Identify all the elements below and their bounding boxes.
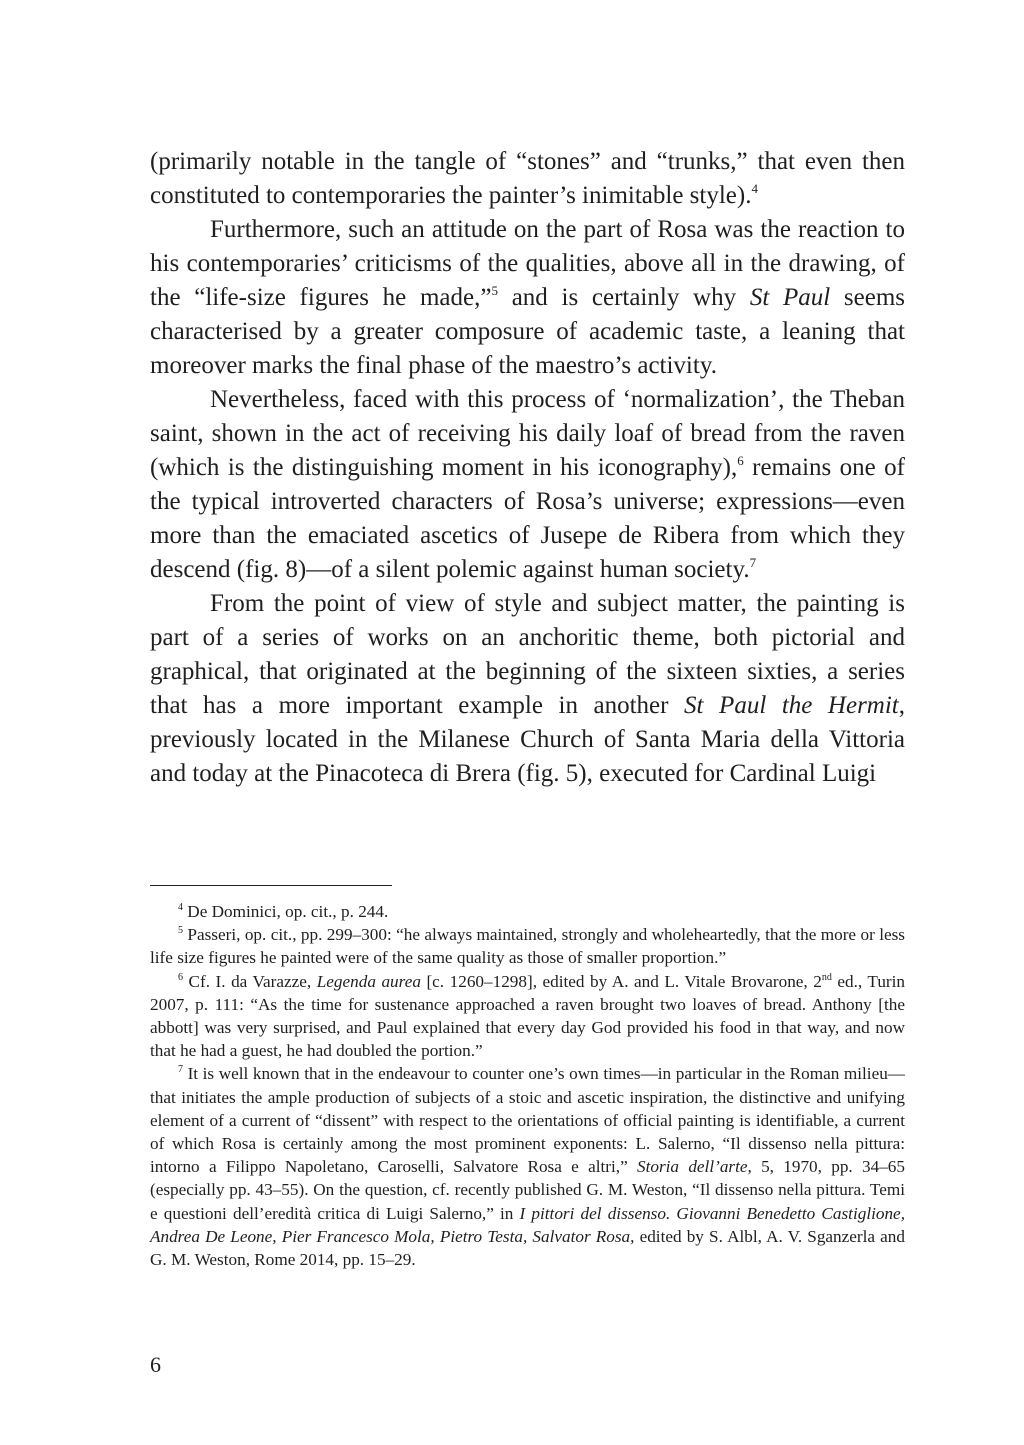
paragraph-4	[150, 587, 905, 791]
paragraph-3-text-a: Nevertheless, faced with this process of ‘normalization’, the Theban saint, shown in the act of receiving his daily loaf of bread from the raven (which is the distinguishing moment in his iconography),	[150, 386, 905, 481]
footnote-ref-5: 5	[491, 283, 498, 298]
paragraph-2-text-a: Furthermore, such an attitude on the part of Rosa was the reaction to his contemporaries’ criticisms of the qualities, above all in the drawing, of the “life-size figures he made,”	[150, 216, 905, 311]
paragraph-2-title: St Paul	[749, 284, 831, 311]
paragraph-3-text-b: remains one of the typical introverted characters of Rosa’s universe; expressions—even more than the emaciated ascetics of Jusepe de Ribera from which they descend (fig. 8)—of a silent polemic against human society.	[150, 454, 905, 583]
footnote-6-text-c: ed., Turin 2007, p. 111: “As the time for sustenance approached a raven brought two loaves of bread. Anthony [the abbott] was very surprised, and Paul explained that every day God provided his food in that way, and now that he had a guest, he had doubled the portion.”	[150, 971, 906, 1061]
paragraph-3	[150, 383, 905, 587]
footnote-7-book-title: I pittori del dissenso. Giovanni Benedetto Castiglione, Andrea De Leone, Pier Francesco Mola, Pietro Testa, Salvator Rosa	[150, 1203, 905, 1246]
paragraph-4-text-a: From the point of view of style and subject matter, the painting is part of a series of works on an anchoritic theme, both pictorial and graphical, that originated at the beginning of the sixteen sixties, a series that has a more important example in another	[150, 590, 905, 719]
paragraph-1	[150, 145, 905, 213]
footnote-divider	[150, 885, 392, 886]
footnote-7	[150, 1062, 905, 1271]
footnote-4	[150, 900, 905, 923]
footnote-ref-4: 4	[751, 181, 758, 196]
footnote-7-text-b: , 5, 1970, pp. 34–65 (especially pp. 43–55). On the question, cf. recently published G. M. Weston, “Il dissenso nella pittura. Temi e questioni dell’eredità critica di Luigi Salerno,” in	[150, 1157, 905, 1223]
footnote-6-text-a: Cf. I. da Varazze,	[183, 971, 317, 991]
footnotes	[150, 900, 905, 1271]
footnote-6-mark: 6	[178, 971, 183, 983]
paragraph-2	[150, 213, 905, 383]
paragraph-2-text-b: and is certainly why	[497, 284, 750, 311]
footnote-6-ordinal: nd	[821, 971, 832, 983]
footnote-5-text: Passeri, op. cit., pp. 299–300: “he always maintained, strongly and wholeheartedly, that the more or less life size figures he painted were of the same quality as those of smaller proportion.”	[150, 925, 905, 968]
paragraph-1-text: (primarily notable in the tangle of “stones” and “trunks,” that even then constituted to contemporaries the painter’s inimitable style).	[150, 148, 905, 209]
paragraph-4-title: St Paul the Hermit	[684, 692, 899, 719]
footnote-7-text-c: , edited by S. Albl, A. V. Sganzerla and G. M. Weston, Rome 2014, pp. 15–29.	[150, 1226, 905, 1270]
body-text	[150, 145, 905, 791]
footnote-6-title: Legenda aurea	[316, 971, 421, 991]
footnote-4-text: De Dominici, op. cit., p. 244.	[183, 902, 389, 921]
footnote-7-mark: 7	[178, 1064, 183, 1076]
footnote-5	[150, 923, 905, 969]
footnote-ref-7: 7	[749, 555, 757, 570]
footnote-7-text-a: It is well known that in the endeavour to counter one’s own times—in particular in the Roman milieu—that initiates the ample production of subjects of a stoic and ascetic inspiration, the distinctive and unifying element of a current of “dissent” with respect to the orientations of official painting is identifiable, a current of which Rosa is certainly among the most prominent exponents: L. Salerno, “Il dissenso nella pittura: intorno a Filippo Napoletano, Caroselli, Salvatore Rosa e altri,”	[150, 1064, 905, 1177]
footnote-6-text-b: [c. 1260–1298], edited by A. and L. Vitale Brovarone, 2	[420, 971, 822, 991]
footnote-ref-6: 6	[737, 453, 744, 468]
footnote-4-mark: 4	[178, 902, 183, 913]
footnote-6	[150, 970, 905, 1063]
footnote-7-journal: Storia dell’arte	[637, 1157, 748, 1177]
paragraph-2-text-c: seems characterised by a greater composure of academic taste, a leaning that moreover marks the final phase of the maestro’s activity.	[150, 284, 905, 379]
footnote-5-mark: 5	[178, 925, 183, 937]
paragraph-4-text-b: , previously located in the Milanese Church of Santa Maria della Vittoria and today at the Pinacoteca di Brera (fig. 5), executed for Cardinal Luigi	[150, 692, 906, 787]
page-number: 6	[150, 1352, 161, 1377]
